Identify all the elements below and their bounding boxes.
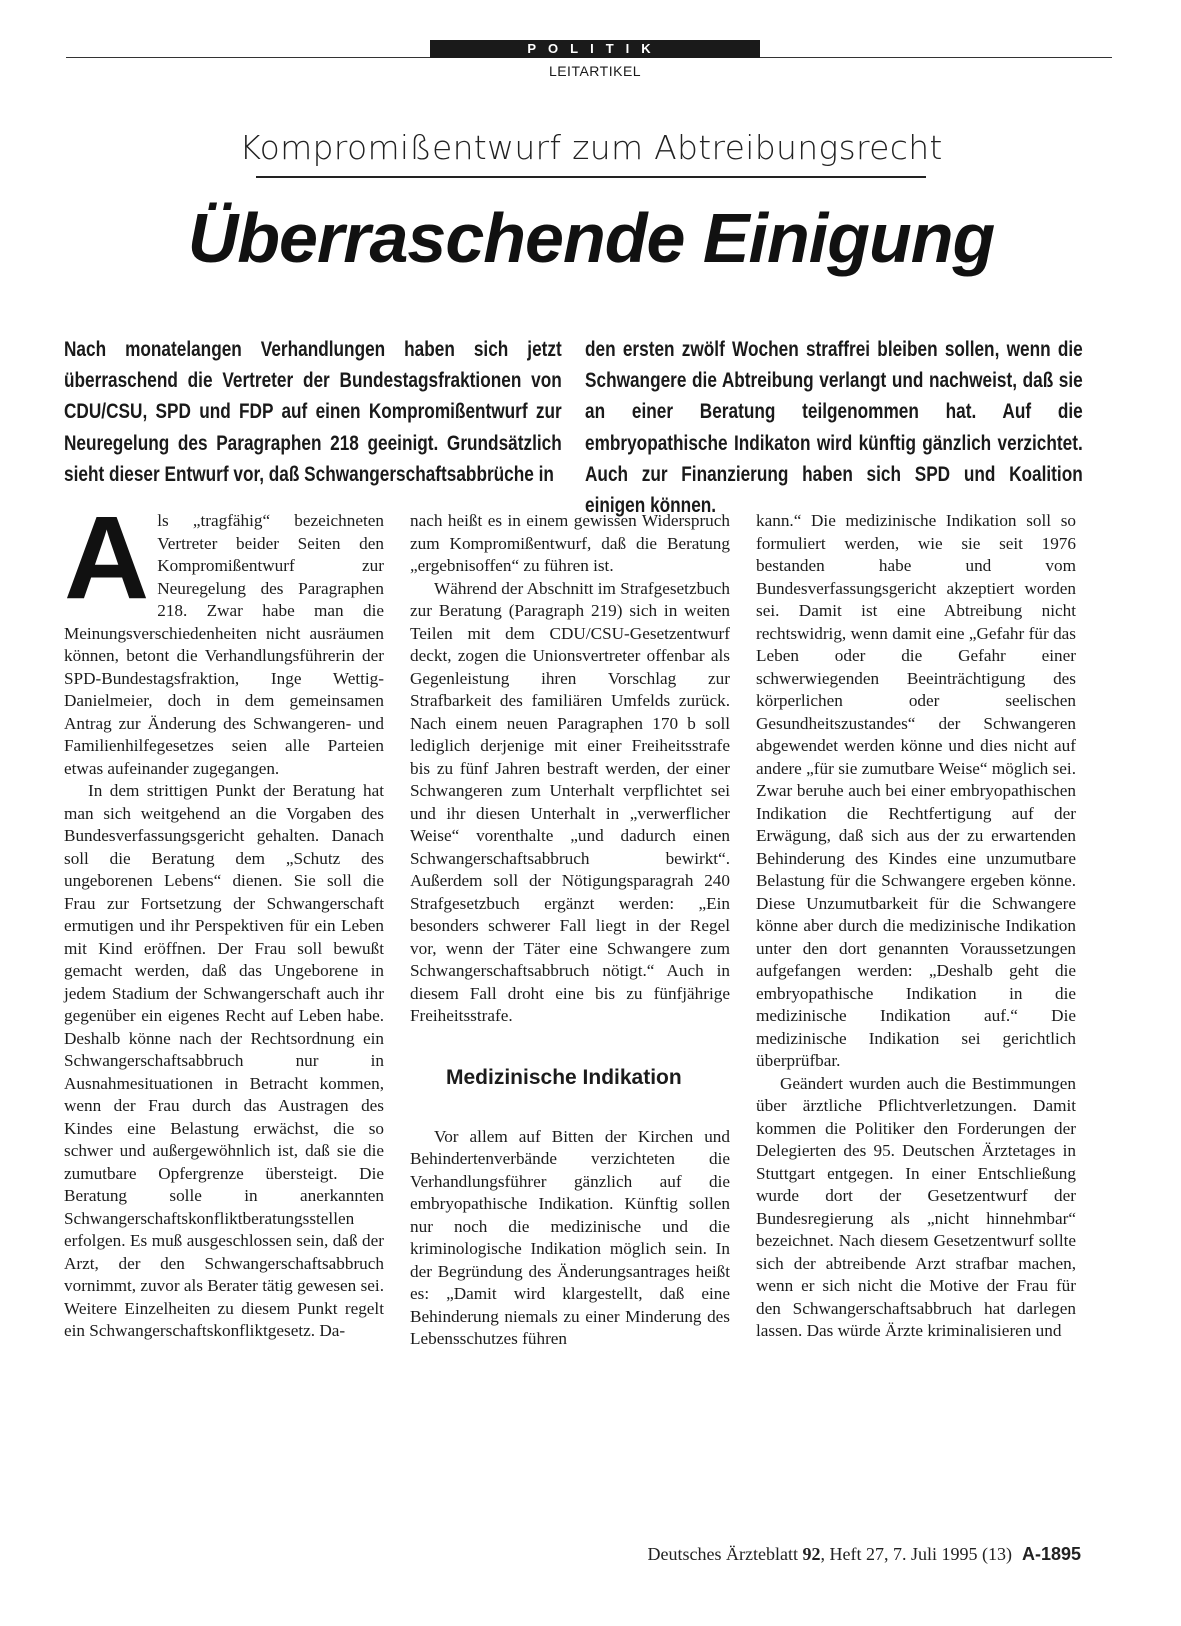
- subheading: Medizinische Indikation: [446, 1065, 682, 1089]
- lead-left: Nach monatelangen Verhandlungen haben sich jetzt überraschend die Vertreter der Bundestagsfraktionen von CDU/CSU, SPD und FDP auf einen Kompromißentwurf zur Neuregelung des Paragraphen 218 geeinigt. Grundsätzlich sieht dieser Entwurf vor, daß Schwangerschaftsabbrüche in: [64, 338, 562, 486]
- paragraph: nach heißt es in einem gewissen Widerspruch zum Kompromißentwurf, daß die Beratung „ergebnisoffen“ zu führen ist.: [410, 511, 730, 575]
- paragraph: kann.“ Die medizinische Indikation soll so formuliert werden, wie sie seit 1976 bestanden habe und vom Bundesverfassungsgericht akzeptiert worden sei. Damit ist eine Abtreibung nicht rechtswidrig, wenn damit eine „Gefahr für das Leben oder die Gefahr einer schwerwiegenden Beeinträchtigung des körperlichen oder seelischen Gesundheitszustandes“ der Schwangeren abgewendet werden könne und dies nicht auf andere „für sie zumutbare Weise“ möglich sei. Zwar beruhe auch bei einer embryopathischen Indikation die Rechtfertigung auf der Erwägung, daß sich aus der zu erwartenden Behinderung des Kindes eine unzumutbare Belastung für die Schwangere ergeben könne. Diese Unzumutbarkeit für die Schwangere könne aber durch die medizinische Indikation unter den dort genannten Voraussetzungen aufgefangen werden: „Deshalb geht die embryopathische Indikation in die medizinische Indikation auf.“ Die medizinische Indikation sei gerichtlich überprüfbar.: [756, 511, 1076, 1070]
- page-number: A-1895: [1021, 1544, 1081, 1564]
- paragraph-text: ls „tragfähig“ bezeichneten Vertreter beider Seiten den Kompromißentwurf zur Neuregelung des Paragraphen 218. Zwar habe man die Meinungsverschiedenheiten nicht ausräumen können, betont die Verhandlungsführerin der SPD-Bundestagsfraktion, Inge Wettig-Danielmeier, doch in dem gemeinsamen Antrag zur Änderung des Schwangeren- und Familienhilfegesetzes seien alle Parteien etwas aufeinander zugegangen.: [64, 511, 384, 778]
- section-label: POLITIK: [430, 40, 760, 58]
- page-footer: [648, 1544, 1081, 1565]
- lead-right: den ersten zwölf Wochen straffrei bleiben sollen, wenn die Schwangere die Abtreibung verlangt und nachweist, daß sie an einer Beratung teilgenommen hat. Auf die embryopathische Indikaton wird künftig gänzlich verzichtet. Auch zur Finanzierung haben sich SPD und Koalition einigen können.: [585, 338, 1083, 518]
- dropcap: A: [64, 492, 150, 624]
- kicker-underline: [256, 176, 926, 178]
- body-column-1: [64, 492, 384, 1343]
- headline: Überraschende Einigung: [187, 199, 995, 277]
- paragraph: [64, 492, 384, 780]
- body-column-2: [410, 510, 730, 1351]
- paragraph: Während der Abschnitt im Strafgesetzbuch zur Beratung (Paragraph 219) sich in weiten Teilen mit dem CDU/CSU-Gesetzentwurf deckt, zogen die Unionsvertreter offenbar als Gegenleistung ihren Vorschlag zur Strafbarkeit des familiären Umfelds zurück. Nach einem neuen Paragraphen 170 b soll lediglich derjenige mit einer Freiheitsstrafe bis zu fünf Jahren bestraft werden, der einer Schwangeren zum Unterhalt verpflichtet sei und ihr diesen Unterhalt in „verwerflicher Weise“ vorenthalte „und dadurch einen Schwangerschaftsabbruch bewirkt“. Außerdem soll der Nötigungsparagrah 240 Strafgesetzbuch ergänzt werden: „Ein besonders schwerer Fall liegt in der Regel vor, wenn der Täter eine Schwangere zum Schwangerschaftsabbruch nötigt.“ Auch in diesem Fall droht eine bis zu fünfjährige Freiheitsstrafe.: [410, 578, 730, 1025]
- kicker-title: Kompromißentwurf zum Abtreibungsrecht: [239, 128, 943, 167]
- body-column-3: [756, 510, 1076, 1343]
- paragraph: Geändert wurden auch die Bestimmungen über ärztliche Pflichtverletzungen. Damit kommen die Politiker den Forderungen der Delegierten des 95. Deutschen Ärztetages in Stuttgart entgegen. In einer Entschließung wurde dort der Gesetzentwurf der Bundesregierung als „nicht hinnehmbar“ bezeichnet. Nach diesem Gesetzentwurf sollte sich der abtreibende Arzt strafbar machen, wenn er sich nicht die Motive der Frau für den Schwangerschaftsabbruch hat darlegen lassen. Das würde Ärzte kriminalisieren und: [756, 1073, 1076, 1340]
- issue-info: , Heft 27, 7. Juli 1995 (13): [820, 1544, 1012, 1564]
- section-sublabel: LEITARTIKEL: [548, 63, 642, 79]
- paragraph: Vor allem auf Bitten der Kirchen und Behindertenverbände verzichteten die Verhandlungsführer gänzlich auf die embryopathische Indikation. Künftig sollen nur noch die medizinische und die kriminologische Indikation möglich sein. In der Begründung des Änderungsantrages heißt es: „Damit wird klargestellt, daß eine Behinderung niemals zu einer Minderung des Lebensschutzes führen: [410, 1126, 730, 1348]
- journal-name: Deutsches Ärzteblatt: [647, 1544, 798, 1564]
- paragraph: In dem strittigen Punkt der Beratung hat man sich weitgehend an die Vorgaben des Bundesverfassungsgericht gehalten. Danach soll die Beratung dem „Schutz des ungeborenen Lebens“ dienen. Sie soll die Frau zur Fortsetzung der Schwangerschaft ermutigen und ihr Perspektiven für ein Leben mit Kind eröffnen. Der Frau soll bewußt gemacht werden, daß das Ungeborene in jedem Stadium der Schwangerschaft auch ihr gegenüber ein eigenes Recht auf Leben habe. Deshalb könne nach der Rechtsordnung ein Schwangerschaftsabbruch nur in Ausnahmesituationen in Betracht kommen, wenn der Frau durch das Austragen des Kindes eine Belastung erwächst, die so schwer und außergewöhnlich ist, daß sie die zumutbare Opfergrenze übersteigt. Die Beratung solle in anerkannten Schwangerschaftskonfliktberatungsstellen erfolgen. Es muß ausgeschlossen sein, daß der Arzt, der den Schwangerschaftsabbruch vornimmt, zuvor als Berater tätig gewesen sei. Weitere Einzelheiten zu diesem Punkt regelt ein Schwangerschaftskonfliktgesetz. Da-: [64, 781, 384, 1340]
- volume-number: 92: [802, 1544, 821, 1564]
